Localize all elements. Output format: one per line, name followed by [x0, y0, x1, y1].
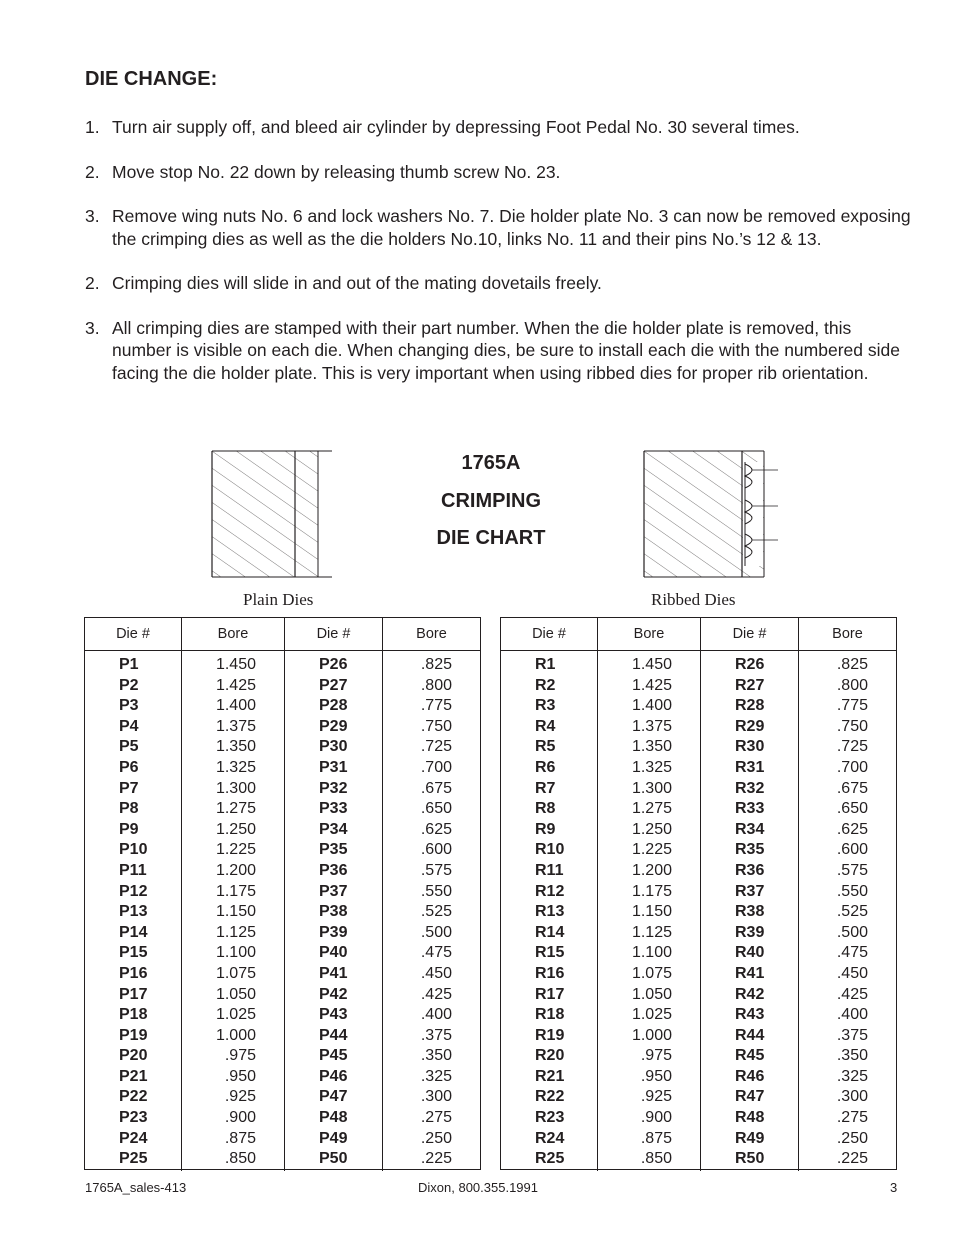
column-header-bore: Bore [598, 618, 701, 650]
plain-die-illustration [210, 450, 335, 578]
die-number-column: P26 P27 P28 P29 P30 P31 P32 P33 P34 P35 P36 P37 P38 P39 P40 P41 P42 P43 P44 P45 P46 P47 P48 P49 P50 [319, 656, 348, 1168]
die-number-column: R1 R2 R3 R4 R5 R6 R7 R8 R9 R10 R11 R12 R13 R14 R15 R16 R17 R18 R19 R20 R21 R22 R23 R24 R25 [535, 656, 565, 1168]
ribbed-dies-table [500, 617, 897, 1170]
step-text: Remove wing nuts No. 6 and lock washers No. 7. Die holder plate No. 3 can now be removed exposing the crimping dies as well as the die holders No.10, links No. 11 and their pins No.’s 12 & 13. [112, 206, 911, 249]
column-header-die: Die # [701, 618, 799, 650]
chart-title-line2: CRIMPING [441, 490, 541, 512]
die-number-column: R26 R27 R28 R29 R30 R31 R32 R33 R34 R35 R36 R37 R38 R39 R40 R41 R42 R43 R44 R45 R46 R47 R48 R49 R50 [735, 656, 765, 1168]
step-text: Move stop No. 22 down by releasing thumb screw No. 23. [112, 161, 561, 182]
bore-column: 1.450 1.425 1.400 1.375 1.350 1.325 1.300 1.275 1.250 1.225 1.200 1.175 1.150 1.125 1.100 1.075 1.050 1.025 1.000 .975 .950 .925 .900 .875 .850 [631, 656, 672, 1168]
column-header-die: Die # [285, 618, 383, 650]
chart-title-line3: DIE CHART [436, 527, 546, 549]
column-header-bore: Bore [416, 626, 447, 642]
table-body [501, 651, 896, 1171]
footer-document-id: 1765A_sales-413 [85, 1180, 187, 1195]
die-number-column: P1 P2 P3 P4 P5 P6 P7 P8 P9 P10 P11 P12 P13 P14 P15 P16 P17 P18 P19 P20 P21 P22 P23 P24 P25 [119, 656, 148, 1168]
step-number: 1. [85, 117, 100, 137]
step-number: 3. [85, 317, 100, 338]
step-number: 2. [85, 273, 100, 293]
step-number: 3. [85, 206, 100, 226]
chart-title-line1: 1765A [461, 452, 521, 474]
bore-column: .825 .800 .775 .750 .725 .700 .675 .650 .625 .600 .575 .550 .525 .500 .475 .450 .425 .400 .375 .350 .325 .300 .275 .250 .225 [420, 656, 452, 1168]
column-header-bore: Bore [832, 626, 863, 642]
bore-column: .825 .800 .775 .750 .725 .700 .675 .650 .625 .600 .575 .550 .525 .500 .475 .450 .425 .400 .375 .350 .325 .300 .275 .250 .225 [836, 656, 868, 1168]
bore-column: 1.450 1.425 1.400 1.375 1.350 1.325 1.300 1.275 1.250 1.225 1.200 1.175 1.150 1.125 1.100 1.075 1.050 1.025 1.000 .975 .950 .925 .900 .875 .850 [215, 656, 256, 1168]
die-change-steps [85, 116, 915, 406]
table-header-row [501, 618, 896, 651]
step-item [85, 205, 915, 250]
column-header-bore: Bore [182, 618, 285, 650]
step-item [85, 272, 915, 295]
step-text: Crimping dies will slide in and out of the mating dovetails freely. [112, 273, 602, 293]
column-header-die: Die # [85, 618, 182, 650]
plain-dies-caption: Plain Dies [243, 590, 314, 609]
step-text: Turn air supply off, and bleed air cylinder by depressing Foot Pedal No. 30 several times. [112, 117, 800, 137]
step-item [85, 161, 915, 184]
footer-contact: Dixon, 800.355.1991 [418, 1180, 538, 1195]
step-text: All crimping dies are stamped with their part number. When the die holder plate is removed, this number is visible on each die. When changing dies, be sure to install each die with the numbered side facing the die holder plate. This is very important when using ribbed dies for proper rib orientation. [112, 317, 900, 383]
plain-dies-table [84, 617, 481, 1170]
step-item [85, 317, 915, 385]
step-item [85, 116, 915, 139]
table-header-row [85, 618, 480, 651]
page-number: 3 [890, 1180, 898, 1195]
page-heading: DIE CHANGE: [85, 68, 218, 90]
step-number: 2. [85, 161, 100, 182]
column-header-die: Die # [501, 618, 598, 650]
ribbed-dies-caption: Ribbed Dies [651, 590, 736, 609]
ribbed-die-illustration [642, 450, 782, 578]
table-body [85, 651, 480, 1171]
